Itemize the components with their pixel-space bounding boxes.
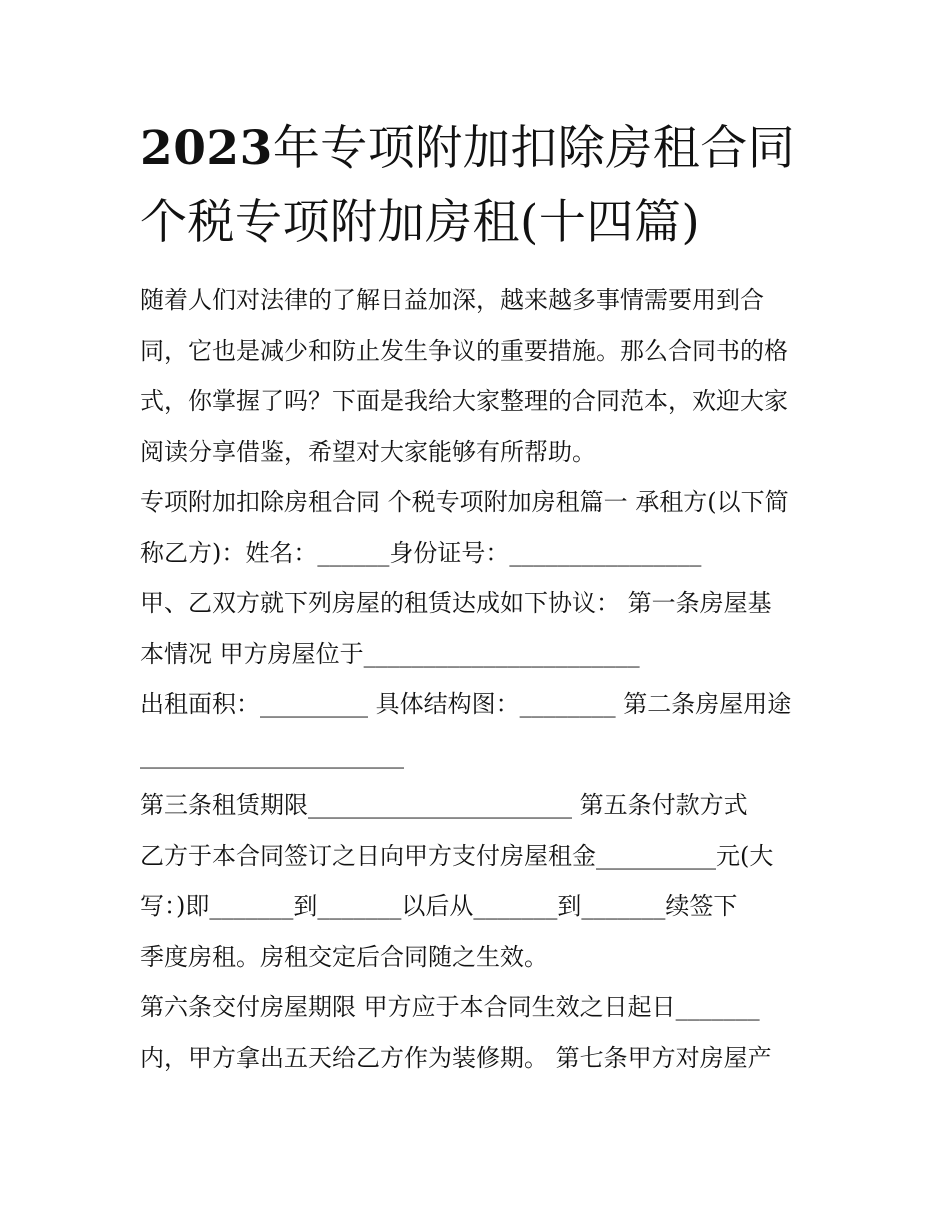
body-line: 阅读分享借鉴，希望对大家能够有所帮助。 bbox=[140, 437, 596, 466]
body-line: 称乙方)：姓名：______身份证号：________________ bbox=[140, 538, 702, 567]
title-line-1 bbox=[140, 112, 820, 186]
body-line: 第六条交付房屋期限 甲方应于本合同生效之日起日_______ bbox=[140, 993, 760, 1021]
body-line: 同，它也是减少和防止发生争议的重要措施。那么合同书的格 bbox=[140, 336, 788, 365]
body-line: 甲、乙双方就下列房屋的租赁达成如下协议： 第一条房屋基 bbox=[140, 589, 772, 617]
body-line: 出租面积：_________ 具体结构图：________ 第二条房屋用途 bbox=[140, 690, 792, 718]
body-line: 专项附加扣除房租合同 个税专项附加房租篇一 承租方(以下简 bbox=[140, 488, 789, 516]
body-line: 随着人们对法律的了解日益加深，越来越多事情需要用到合 bbox=[140, 286, 764, 314]
body-line: 第三条租赁期限______________________ 第五条付款方式 bbox=[140, 791, 748, 819]
body-line: ______________________ bbox=[140, 740, 404, 769]
body-line: 季度房租。房租交定后合同随之生效。 bbox=[140, 942, 548, 971]
body-line: 乙方于本合同签订之日向甲方支付房屋租金__________元(大 bbox=[140, 841, 774, 870]
body-line: 本情况 甲方房屋位于_______________________ bbox=[140, 639, 640, 668]
document-body bbox=[140, 275, 830, 1083]
document-title bbox=[140, 112, 820, 260]
body-line: 内，甲方拿出五天给乙方作为装修期。 第七条甲方对房屋产 bbox=[140, 1043, 772, 1072]
body-line: 写：)即_______到_______以后从_______到_______续签下 bbox=[140, 892, 738, 920]
title-line-1-text: 年专项附加扣除房租合同 bbox=[272, 121, 796, 176]
title-year: 2023 bbox=[140, 121, 273, 176]
title-line-2: 个税专项附加房租(十四篇) bbox=[140, 195, 701, 250]
body-line: 式，你掌握了吗？下面是我给大家整理的合同范本，欢迎大家 bbox=[140, 387, 788, 415]
